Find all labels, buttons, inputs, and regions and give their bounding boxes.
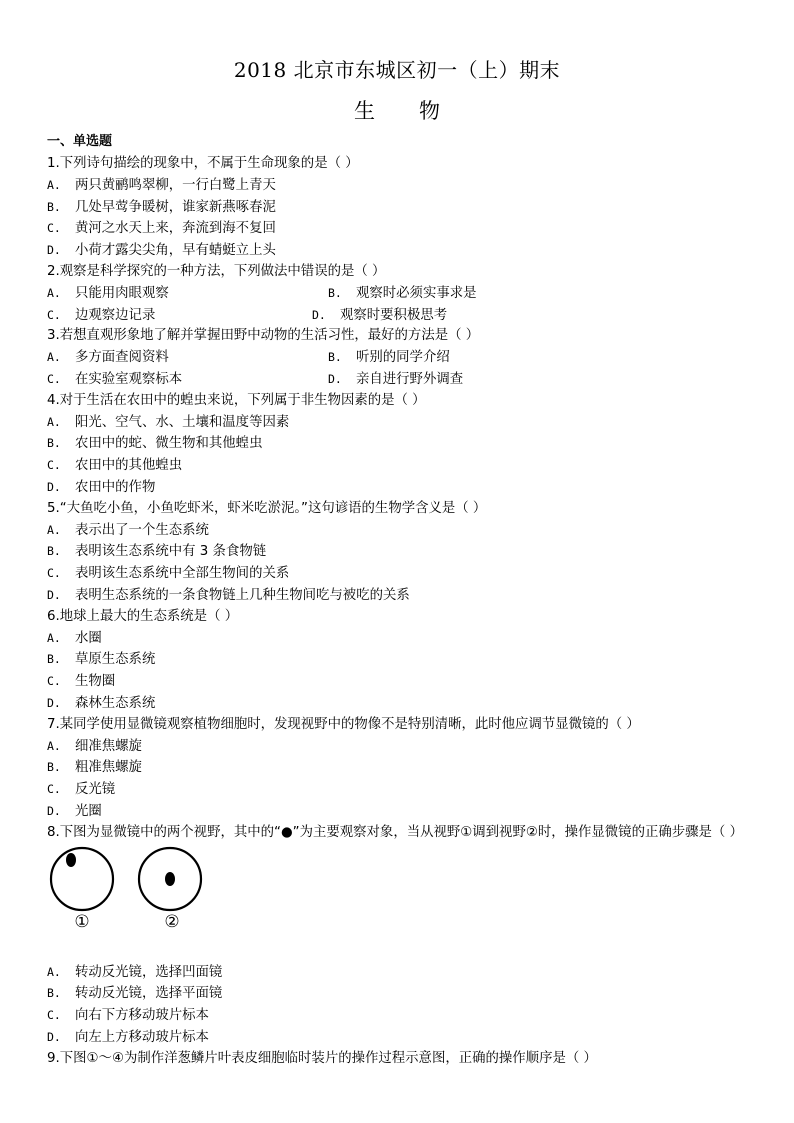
- question-7: [47, 715, 767, 823]
- object-dot-1: [66, 853, 76, 867]
- option-d[interactable]: [47, 801, 767, 823]
- option-text: 几处早莺争暖树，谁家新燕啄春泥: [75, 199, 276, 215]
- option-text: 农田中的蛇、微生物和其他蝗虫: [75, 436, 263, 452]
- question-stem: 8.下图为显微镜中的两个视野，其中的“●”为主要观察对象，当从视野①调到视野②时，操作显微镜的正确步骤是（ ）: [47, 824, 743, 840]
- option-b[interactable]: [47, 649, 767, 671]
- option-letter: D.: [47, 1029, 61, 1044]
- field-label-1: ①: [74, 911, 90, 932]
- option-text: 表示出了一个生态系统: [75, 522, 209, 538]
- option-text: 听别的同学介绍: [356, 350, 450, 366]
- option-letter: B.: [328, 350, 342, 365]
- option-letter: A.: [47, 285, 61, 300]
- option-letter: D.: [47, 243, 61, 258]
- option-letter: B.: [47, 760, 61, 775]
- question-8: [47, 823, 767, 1049]
- option-letter: B.: [328, 285, 342, 300]
- option-a[interactable]: [47, 347, 328, 369]
- option-text: 细准焦螺旋: [75, 738, 142, 754]
- option-letter: A.: [47, 964, 61, 979]
- option-b[interactable]: [328, 283, 477, 305]
- option-letter: D.: [47, 587, 61, 602]
- option-text: 粗准焦螺旋: [75, 760, 142, 776]
- question-4: [47, 391, 767, 499]
- option-letter: C.: [47, 782, 61, 797]
- option-letter: B.: [47, 199, 61, 214]
- option-letter: A.: [47, 630, 61, 645]
- option-b[interactable]: [47, 541, 767, 563]
- question-6: [47, 607, 767, 715]
- option-letter: A.: [47, 350, 61, 365]
- question-2: [47, 262, 767, 326]
- option-letter: C.: [47, 221, 61, 236]
- option-c[interactable]: [47, 779, 767, 801]
- option-letter: A.: [47, 522, 61, 537]
- option-letter: D.: [47, 803, 61, 818]
- option-letter: D.: [328, 371, 342, 386]
- option-a[interactable]: [47, 175, 767, 197]
- option-a[interactable]: [47, 520, 767, 542]
- question-1: [47, 154, 767, 262]
- option-text: 多方面查阅资料: [75, 350, 169, 366]
- option-c[interactable]: [47, 1005, 767, 1027]
- option-text: 森林生态系统: [75, 695, 156, 711]
- option-a[interactable]: [47, 412, 767, 434]
- option-text: 小荷才露尖尖角，早有蜻蜓立上头: [75, 243, 276, 259]
- option-text: 向右下方移动玻片标本: [75, 1008, 209, 1024]
- question-stem: 9.下图①～④为制作洋葱鳞片叶表皮细胞临时装片的操作过程示意图，正确的操作顺序是（ ）: [47, 1050, 597, 1066]
- option-d[interactable]: [47, 477, 767, 499]
- fields-diagram: [47, 846, 347, 962]
- option-d[interactable]: [47, 693, 767, 715]
- option-d[interactable]: [47, 240, 767, 262]
- option-text: 草原生态系统: [75, 652, 156, 668]
- option-d[interactable]: [47, 1027, 767, 1049]
- option-c[interactable]: [47, 563, 767, 585]
- option-text: 反光镜: [75, 782, 116, 798]
- question-list: [47, 154, 767, 1069]
- option-text: 在实验室观察标本: [75, 371, 183, 387]
- option-text: 水圈: [75, 630, 102, 646]
- question-5: [47, 499, 767, 607]
- question-stem: 1.下列诗句描绘的现象中，不属于生命现象的是（ ）: [47, 156, 359, 171]
- option-text: 阳光、空气、水、土壤和温度等因素: [75, 414, 290, 430]
- option-letter: D.: [312, 307, 326, 322]
- option-a[interactable]: [47, 736, 767, 758]
- option-letter: C.: [47, 566, 61, 581]
- option-text: 只能用肉眼观察: [75, 285, 169, 301]
- question-stem: 4.对于生活在农田中的蝗虫来说，下列属于非生物因素的是（ ）: [47, 392, 426, 408]
- field-label-2: ②: [164, 911, 180, 932]
- option-letter: A.: [47, 738, 61, 753]
- option-a[interactable]: [47, 283, 328, 305]
- option-text: 光圈: [75, 803, 102, 819]
- option-c[interactable]: [47, 218, 767, 240]
- question-3: [47, 326, 767, 390]
- option-d[interactable]: [47, 585, 767, 607]
- option-text: 两只黄鹂鸣翠柳，一行白鹭上青天: [75, 177, 276, 193]
- option-d[interactable]: [312, 305, 447, 327]
- question-stem: 7.某同学使用显微镜观察植物细胞时，发现视野中的物像不是特别清晰，此时他应调节显微镜的（ ）: [47, 716, 640, 732]
- page-title: 2018 北京市东城区初一（上）期末: [233, 58, 561, 82]
- option-letter: C.: [47, 674, 61, 689]
- option-c[interactable]: [47, 369, 328, 391]
- question-stem: 5.“大鱼吃小鱼，小鱼吃虾米，虾米吃淤泥。”这句谚语的生物学含义是（ ）: [47, 500, 487, 516]
- field-circle-1: [51, 848, 113, 910]
- microscope-fields-figure: [47, 844, 347, 962]
- option-letter: B.: [47, 652, 61, 667]
- option-a[interactable]: [47, 628, 767, 650]
- option-text: 生物圈: [75, 674, 116, 690]
- option-text: 观察时要积极思考: [340, 307, 448, 323]
- option-c[interactable]: [47, 671, 767, 693]
- section-heading: 一、单选题: [47, 134, 113, 149]
- option-text: 观察时必须实事求是: [356, 285, 477, 301]
- option-letter: C.: [47, 371, 61, 386]
- option-letter: A.: [47, 414, 61, 429]
- option-a[interactable]: [47, 962, 767, 984]
- option-b[interactable]: [47, 433, 767, 455]
- option-text: 表明生态系统的一条食物链上几种生物间吃与被吃的关系: [75, 587, 410, 603]
- option-text: 转动反光镜，选择凹面镜: [75, 964, 223, 980]
- option-c[interactable]: [47, 305, 312, 327]
- option-text: 农田中的作物: [75, 479, 156, 495]
- option-b[interactable]: [47, 197, 767, 219]
- option-letter: D.: [47, 479, 61, 494]
- question-stem: 3.若想直观形象地了解并掌握田野中动物的生活习性，最好的方法是（ ）: [47, 328, 480, 344]
- option-c[interactable]: [47, 455, 767, 477]
- option-letter: B.: [47, 544, 61, 559]
- option-text: 表明该生态系统中全部生物间的关系: [75, 566, 290, 582]
- option-letter: B.: [47, 986, 61, 1001]
- question-stem: 2.观察是科学探究的一种方法，下列做法中错误的是（ ）: [47, 263, 386, 279]
- object-dot-2: [165, 872, 175, 886]
- question-9: [47, 1049, 767, 1070]
- option-letter: D.: [47, 695, 61, 710]
- question-stem: 6.地球上最大的生态系统是（ ）: [47, 608, 239, 624]
- option-text: 转动反光镜，选择平面镜: [75, 986, 223, 1002]
- option-letter: A.: [47, 177, 61, 192]
- subject-title: 生物: [354, 99, 484, 123]
- option-text: 表明该生态系统中有 3 条食物链: [75, 544, 267, 560]
- option-text: 向左上方移动玻片标本: [75, 1029, 209, 1045]
- option-letter: B.: [47, 436, 61, 451]
- option-letter: C.: [47, 307, 61, 322]
- option-text: 边观察边记录: [75, 307, 156, 323]
- option-b[interactable]: [47, 757, 767, 779]
- option-b[interactable]: [328, 347, 450, 369]
- option-b[interactable]: [47, 983, 767, 1005]
- option-text: 黄河之水天上来，奔流到海不复回: [75, 221, 276, 237]
- option-d[interactable]: [328, 369, 463, 391]
- option-letter: C.: [47, 1008, 61, 1023]
- option-text: 农田中的其他蝗虫: [75, 458, 183, 474]
- option-text: 亲自进行野外调查: [356, 371, 464, 387]
- option-letter: C.: [47, 458, 61, 473]
